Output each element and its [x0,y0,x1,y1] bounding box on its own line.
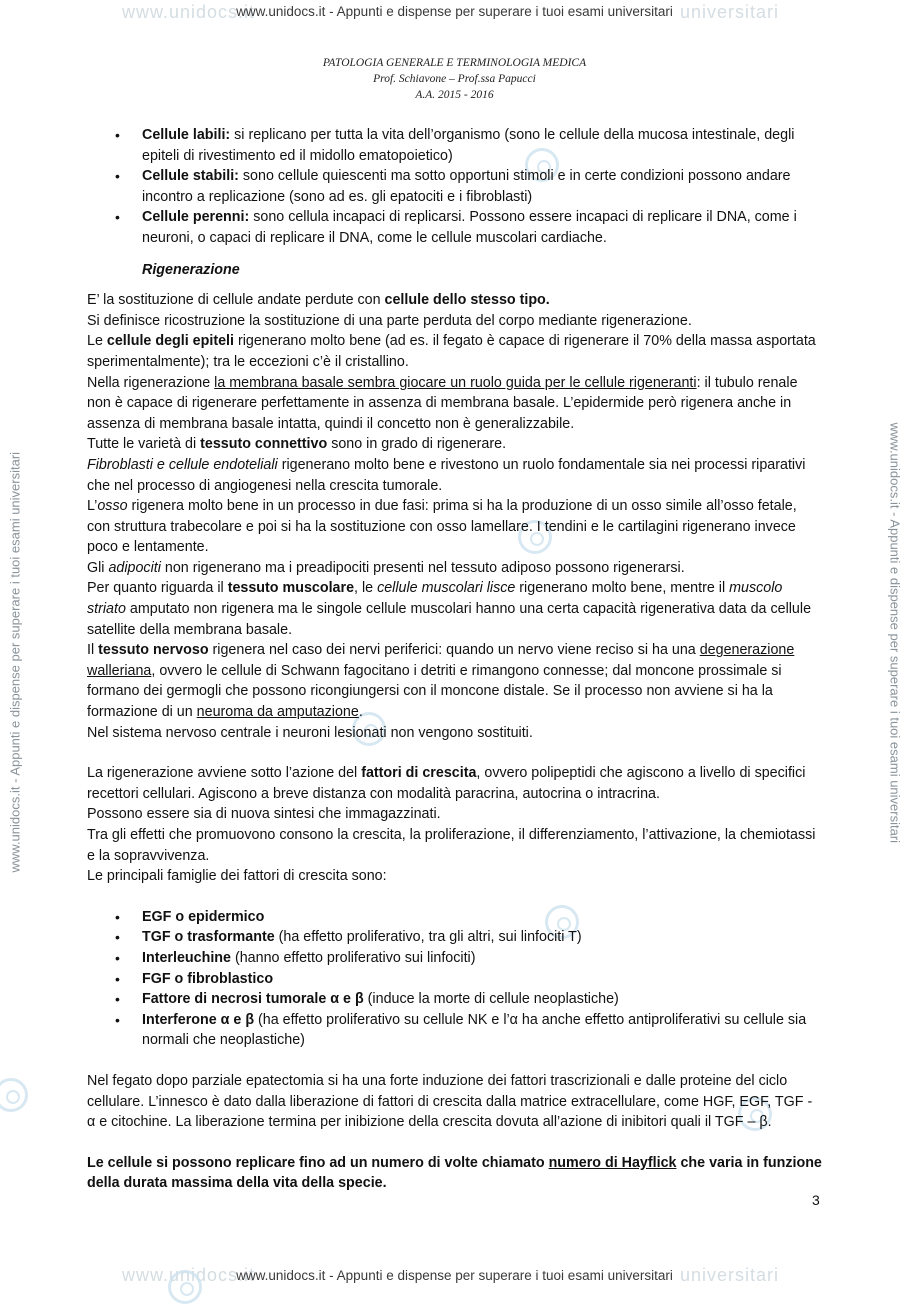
paragraph: Si definisce ricostruzione la sostituzione di una parte perduta del corpo mediante rigenerazione. [87,312,692,329]
watermark-top: www.unidocs.it - Appunti e dispense per superare i tuoi esami universitari [236,4,673,19]
paragraph: Possono essere sia di nuova sintesi che immagazzinati. [87,806,441,823]
course-title: PATOLOGIA GENERALE E TERMINOLOGIA MEDICA [322,57,587,69]
professors: Prof. Schiavone – Prof.ssa Papucci [373,73,536,85]
list-item: • TGF o trasformante (ha effetto proliferativo, tra gli altri, sui linfociti T) [87,927,822,948]
list-item: • Cellule labili: si replicano per tutta la vita dell’organismo (sono le cellule della mucosa intestinale, degli epiteli di rivestimento ed il midollo ematopoietico) [87,125,822,166]
paragraph: Le principali famiglie dei fattori di crescita sono: [87,868,387,885]
paragraph: L’osso rigenera molto bene in un processo in due fasi: prima si ha la produzione di un osso simile all’osso fetale, con struttura trabecolare e poi si ha la sostituzione con osso lamellare. I tendini e le cartilagini rigenerano invece poco e lentamente. [87,498,797,556]
paragraph: Fibroblasti e cellule endoteliali rigenerano molto bene e rivestono un ruolo fondamentale sia nei processi riparativi che nel processo di angiogenesi nella crescita tumorale. [87,456,806,494]
watermark-left-side: www.unidocs.it - Appunti e dispense per superare i tuoi esami universitari [7,451,23,873]
watermark-ghost-left-bottom: www.unidocs.it [122,1265,256,1285]
paragraph: Le cellule degli epiteli rigenerano molto bene (ad es. il fegato è capace di rigenerare il 70% della massa asportata sperimentalmente); tra le eccezioni c’è il cristallino. [87,333,816,370]
paragraph: Il tessuto nervoso rigenera nel caso dei nervi periferici: quando un nervo viene reciso si ha una degenerazione walleriana, ovvero le cellule di Schwann fagocitano i detriti e rimangono connesse; dal moncone prossimale si formano dei germogli che possono ricongiungersi con il moncone distale. Se il processo non avviene si ha la formazione di un neuroma da amputazione. [87,642,795,721]
list-item: • Cellule stabili: sono cellule quiescenti ma sotto opportuni stimoli e in certe condizioni possono andare incontro a replicazione (sono ad es. gli epatociti e i fibroblasti) [87,166,822,207]
document-header [0,55,909,103]
page-content [87,125,822,1194]
watermark-ghost-right-top: universitari [680,2,780,22]
page-number: 3 [812,1192,820,1208]
paragraph: Nella rigenerazione la membrana basale sembra giocare un ruolo guida per le cellule rigeneranti: il tubulo renale non è capace di rigenerare perfettamente in assenza di membrana basale. L’epidermide però rigenera anche in assenza di membrana basale intatta, quindi il concetto non è generalizzabile. [87,374,798,432]
unidocs-logo-icon [168,1270,202,1304]
list-item: • Interferone α e β (ha effetto proliferativo su cellule NK e l’α ha anche effetto antiproliferativi su cellule sia normali che neoplastiche) [87,1010,822,1051]
list-item: • Interleuchine (hanno effetto proliferativo sui linfociti) [87,948,822,969]
paragraph: Tra gli effetti che promuovono consono la crescita, la proliferazione, il differenziamento, l’attivazione, la chemiotassi e la sopravvivenza. [87,827,816,864]
watermark-bottom: www.unidocs.it - Appunti e dispense per superare i tuoi esami universitari [236,1268,673,1283]
growth-factors-list [87,907,822,1051]
list-item: • EGF o epidermico [87,907,822,928]
list-item: • Fattore di necrosi tumorale α e β (induce la morte di cellule neoplastiche) [87,989,822,1010]
list-item: • FGF o fibroblastico [87,969,822,990]
cell-types-list [87,125,822,249]
paragraph: La rigenerazione avviene sotto l’azione del fattori di crescita, ovvero polipeptidi che agiscono a livello di specifici recettori cellulari. Agiscono a breve distanza con modalità paracrina, autocrina o intracrina. [87,765,806,802]
unidocs-logo-icon [0,1078,28,1112]
paragraph: Per quanto riguarda il tessuto muscolare, le cellule muscolari lisce rigenerano molto bene, mentre il muscolo striato amputato non rigenera ma le singole cellule muscolari hanno una certa capacità rigenerativa data da cellule satellite della membrana basale. [87,580,812,638]
list-item: • Cellule perenni: sono cellula incapaci di replicarsi. Possono essere incapaci di replicare il DNA, come i neuroni, o capaci di replicare il DNA, come le cellule muscolari cardiache. [87,207,822,248]
paragraph: Tutte le varietà di tessuto connettivo sono in grado di rigenerare. [87,436,507,453]
paragraph: E’ la sostituzione di cellule andate perdute con cellule dello stesso tipo. [87,292,550,309]
section-title: Rigenerazione [142,261,240,278]
academic-year: A.A. 2015 - 2016 [415,89,494,101]
paragraph: Nel sistema nervoso centrale i neuroni lesionati non vengono sostituiti. [87,724,533,741]
watermark-right-side: www.unidocs.it - Appunti e dispense per superare i tuoi esami universitari [887,422,903,844]
watermark-ghost-left-top: www.unidocs.it [122,2,256,22]
watermark-ghost-right-bottom: universitari [680,1265,780,1285]
paragraph: Nel fegato dopo parziale epatectomia si ha una forte induzione dei fattori trascrizionali e dalle proteine del ciclo cellulare. L’innesco è dato dalla liberazione di fattori di crescita dalla matrice extracellulare, come HGF, EGF, TGF - α e citochine. La liberazione termina per inibizione della crescita dovuta all’azione di inibitori quali il TGF – β. [87,1072,813,1131]
paragraph-hayflick: Le cellule si possono replicare fino ad un numero di volte chiamato numero di Hayflick che varia in funzione della durata massima della vita della specie. [87,1154,822,1192]
paragraph: Gli adipociti non rigenerano ma i preadipociti presenti nel tessuto adiposo possono rigenerarsi. [87,559,685,576]
